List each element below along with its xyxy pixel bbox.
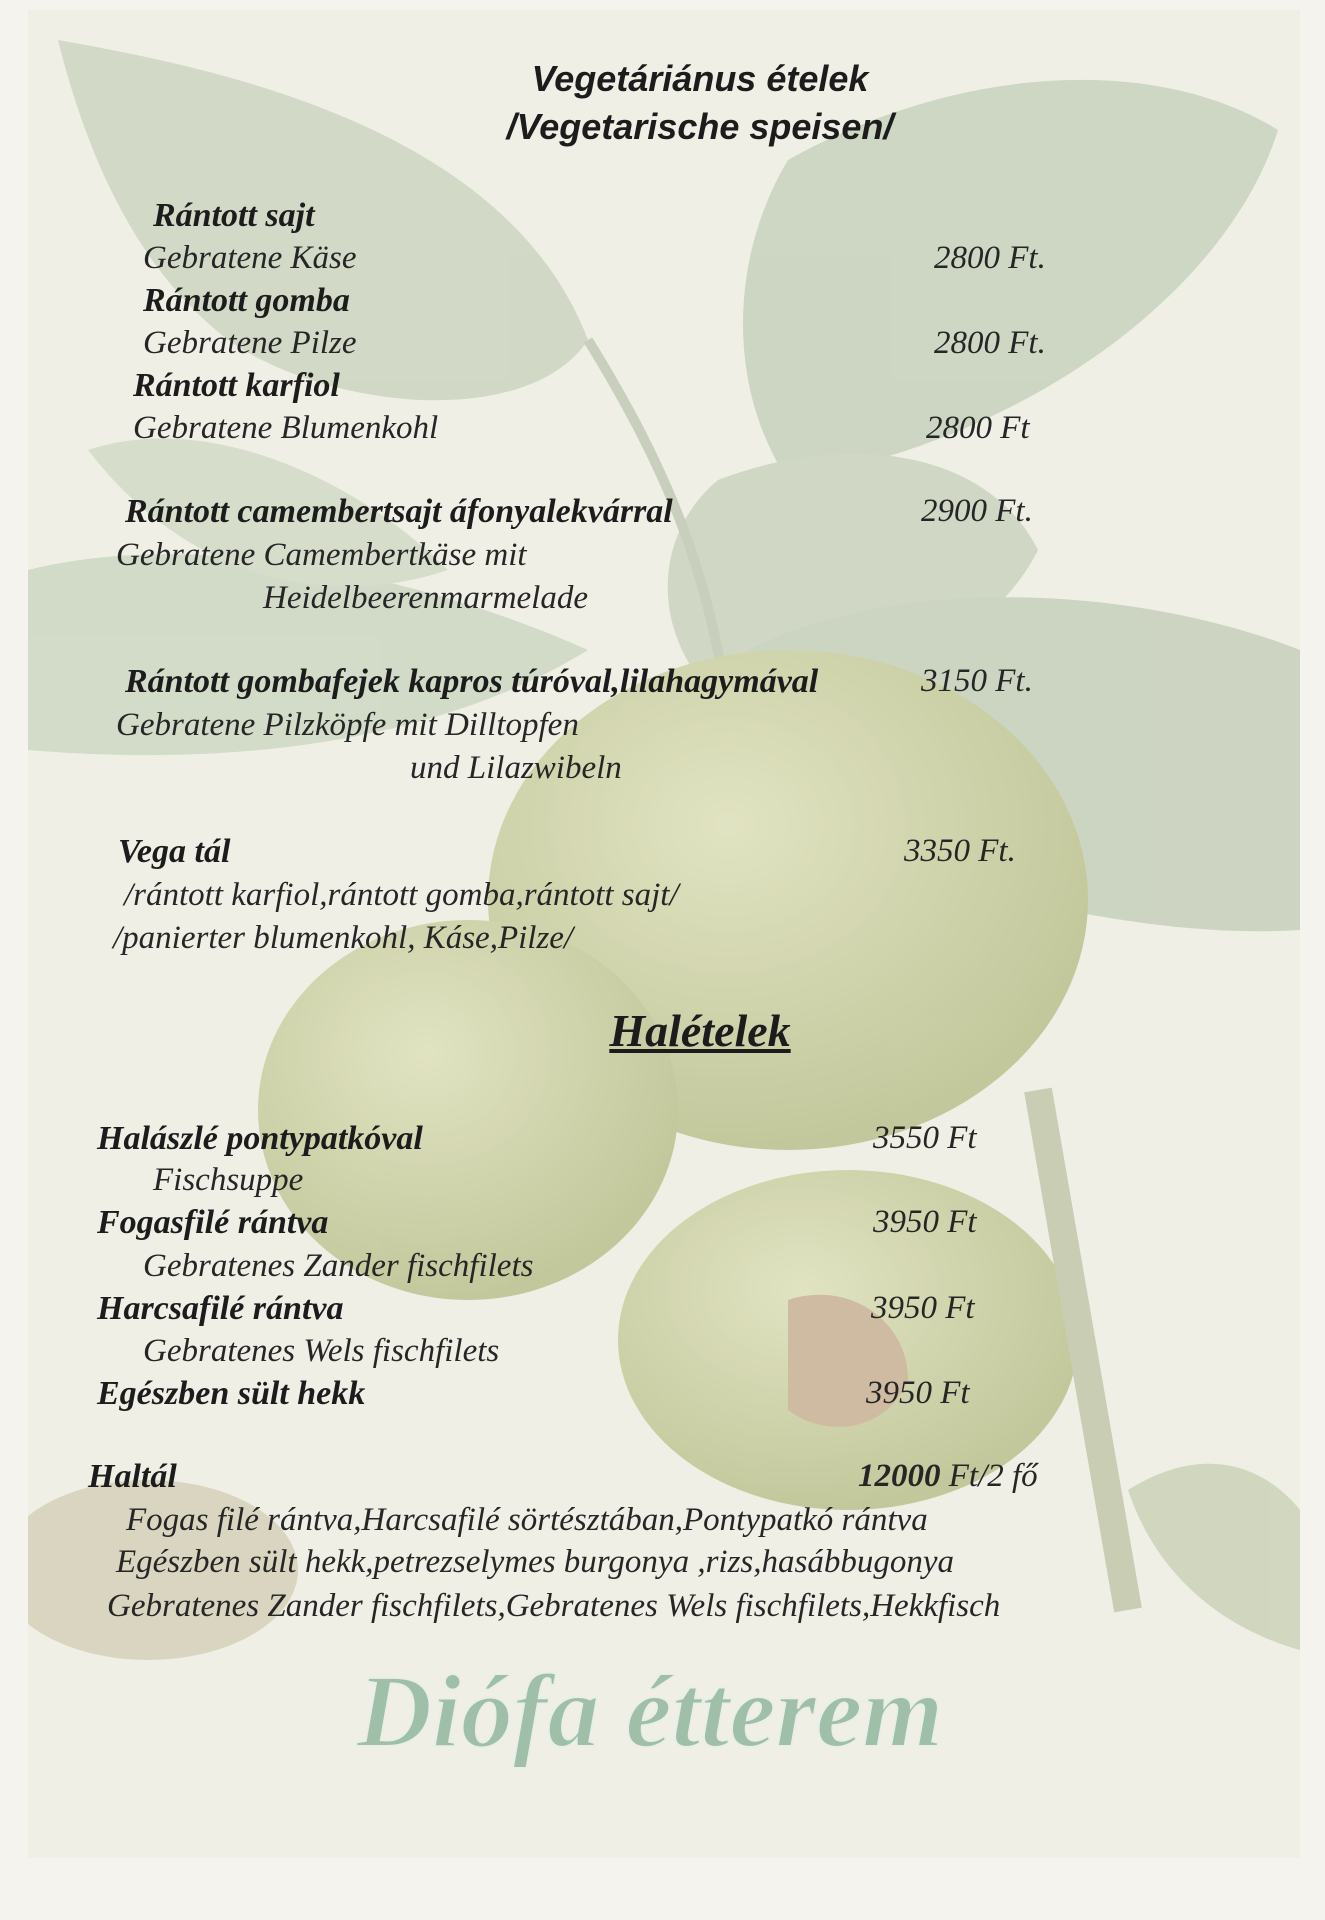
dish-description: Fogas filé rántva,Harcsafilé sörtésztában,Pontypatkó rántva: [126, 1502, 928, 1538]
dish-translation: Gebratene Blumenkohl: [133, 410, 439, 446]
dish-name: Haltál: [88, 1458, 177, 1495]
dish-translation: Gebratenes Wels fischfilets: [143, 1333, 500, 1369]
dish-name: Halászlé pontypatkóval: [97, 1120, 423, 1157]
dish-name: Rántott gomba: [143, 282, 350, 319]
page-title-line2: /Vegetarische speisen/: [506, 106, 894, 147]
dish-name: Rántott sajt: [153, 197, 315, 234]
dish-description: /panierter blumenkohl, Káse,Pilze/: [113, 920, 574, 956]
dish-name: Vega tál: [118, 833, 231, 870]
dish-price: 2800 Ft.: [934, 325, 1046, 361]
dish-price: 2800 Ft.: [934, 240, 1046, 276]
dish-name: Rántott karfiol: [133, 367, 340, 404]
platter-price-unit: Ft/2 fő: [948, 1458, 1038, 1494]
dish-name: Rántott camembertsajt áfonyalekvárral: [125, 493, 673, 530]
dish-price: 3950 Ft: [866, 1375, 970, 1411]
dish-translation: Gebratenes Zander fischfilets: [143, 1248, 534, 1284]
page-title-line1: Vegetáriánus ételek: [531, 58, 869, 99]
restaurant-logo: [270, 1648, 1030, 1778]
dish-price: 3950 Ft: [871, 1290, 975, 1326]
dish-description: Gebratenes Zander fischfilets,Gebratenes Wels fischfilets,Hekkfisch: [107, 1588, 1001, 1624]
dish-price: 3150 Ft.: [921, 663, 1033, 699]
dish-name: Harcsafilé rántva: [97, 1290, 344, 1327]
dish-price: [858, 1458, 1038, 1495]
platter-price-amount: 12000: [858, 1458, 941, 1494]
section-heading: Halételek: [609, 1005, 791, 1056]
dish-name: Fogasfilé rántva: [97, 1204, 329, 1241]
dish-price: 2800 Ft: [926, 410, 1030, 446]
dish-name: Rántott gombafejek kapros túróval,lilahagymával: [125, 663, 819, 700]
dish-name: Egészben sült hekk: [97, 1375, 366, 1412]
dish-price: 2900 Ft.: [921, 493, 1033, 529]
dish-translation: und Lilazwibeln: [410, 750, 622, 786]
dish-translation: Heidelbeerenmarmelade: [263, 580, 588, 616]
dish-translation: Gebratene Pilze: [143, 325, 357, 361]
dish-translation: Gebratene Pilzköpfe mit Dilltopfen: [116, 707, 579, 743]
dish-description: Egészben sült hekk,petrezselymes burgonya ,rizs,hasábbugonya: [116, 1544, 955, 1580]
dish-price: 3950 Ft: [873, 1204, 977, 1240]
restaurant-logo-text: Diófa étterem: [356, 1654, 944, 1769]
dish-translation: Gebratene Käse: [143, 240, 357, 276]
dish-translation: Fischsuppe: [153, 1162, 304, 1198]
dish-translation: Gebratene Camembertkäse mit: [116, 537, 527, 573]
dish-price: 3550 Ft: [873, 1120, 977, 1156]
dish-price: 3350 Ft.: [904, 833, 1016, 869]
dish-description: /rántott karfiol,rántott gomba,rántott sajt/: [124, 877, 679, 913]
